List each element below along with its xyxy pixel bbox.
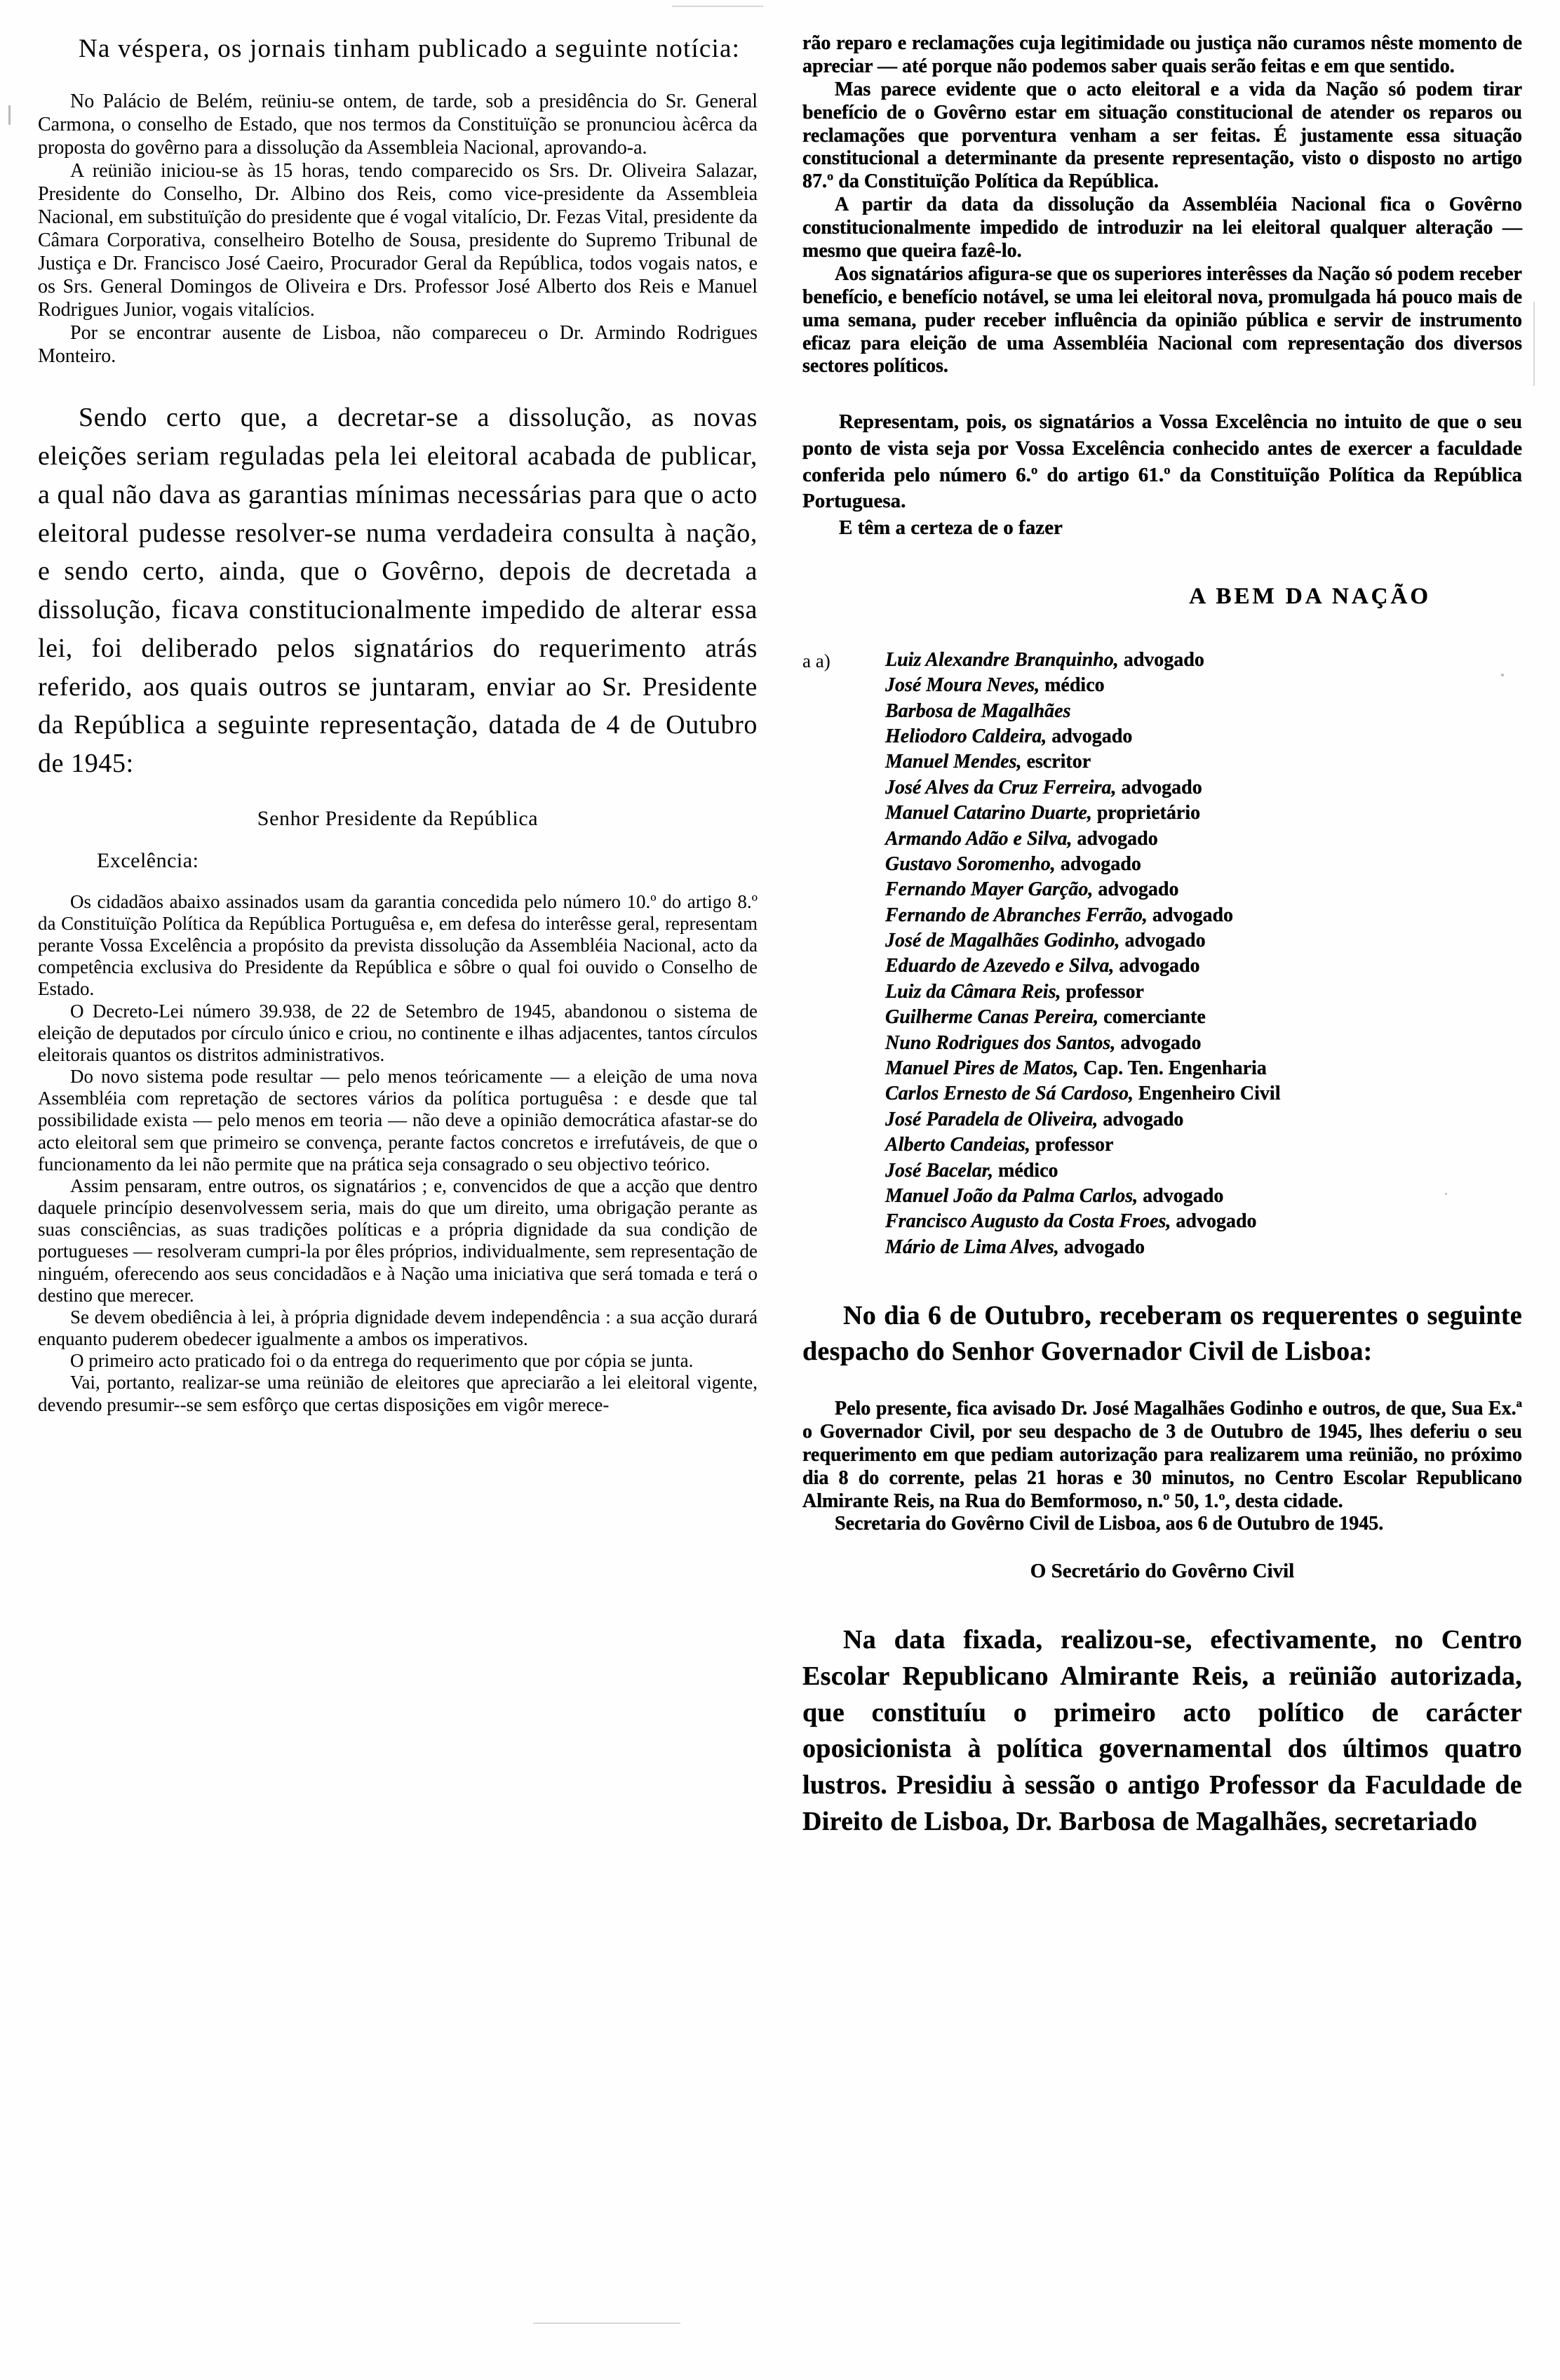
news-quote-block xyxy=(38,90,758,368)
signatory-name: José Alves da Cruz Ferreira, xyxy=(885,776,1117,798)
signatory-name: Manuel Pires de Matos, xyxy=(885,1057,1079,1080)
signatory-item xyxy=(885,1235,1522,1260)
signatory-name: Guilherme Canas Pereira, xyxy=(885,1006,1099,1029)
continuation-paragraph: Mas parece evidente que o acto eleitoral e a vida da Nação só podem tirar benefício de o Govêrno estar em situação constitucional de atender os reparos ou reclamações que porventura venham a ser feitas. É justamente essa situação constitucional a determinante da presente representação, visto o disposto no artigo 87.º da Constituïção Política da República. xyxy=(802,78,1522,193)
signatory-item xyxy=(885,699,1522,724)
right-column xyxy=(802,32,1522,1840)
dispatch-paragraph: Pelo presente, fica avisado Dr. José Magalhães Godinho e outros, de que, Sua Ex.ª o Governador Civil, por seu despacho de 3 de Outubro de 1945, lhes deferiu o seu requerimento em que pediam autorização para realizarem uma reünião, no próximo dia 8 do corrente, pelas 21 horas e 30 minutos, no Centro Escolar Republicano Almirante Reis, na Rua do Bemformoso, n.º 50, 1.º, desta cidade. xyxy=(802,1397,1522,1512)
signatory-role: médico xyxy=(998,1159,1058,1182)
left-column xyxy=(38,32,758,1840)
signatory-item xyxy=(885,980,1522,1005)
closing-request-block xyxy=(802,409,1522,541)
signatory-item xyxy=(885,852,1522,877)
addressee-heading: Senhor Presidente da República xyxy=(257,806,539,830)
scan-edge-mark xyxy=(533,2322,680,2324)
signatory-item xyxy=(885,1056,1522,1081)
spacer xyxy=(802,378,1522,409)
signatory-item xyxy=(885,877,1522,902)
signatory-role: proprietário xyxy=(1096,802,1201,824)
petition-paragraph: Do novo sistema pode resultar — pelo menos teóricamente — a eleição de uma nova Assembléia com repretação de sectores vários da política portuguêsa : e desde que tal possibilidade exista — pelo menos em teoria — não deve a opinião democrática afastar-se do acto eleitoral sem que primeiro se convença, perante factos concretos e irrefutáveis, de que o funcionamento da lei não permite que na prática seja consagrado o seu objectivo teórico. xyxy=(38,1066,758,1175)
signatory-item xyxy=(885,1209,1522,1234)
signatory-item xyxy=(885,1031,1522,1056)
signatory-name: Manuel Catarino Duarte, xyxy=(885,802,1092,824)
signatory-item xyxy=(885,1132,1522,1158)
signatory-name: José Paradela de Oliveira, xyxy=(885,1108,1098,1130)
petition-paragraph: O Decreto-Lei número 39.938, de 22 de Setembro de 1945, abandonou o sistema de eleição de deputados por círculo único e criou, no continente e ilhas adjacentes, tantos círculos eleitorais quantos os distritos administrativos. xyxy=(38,1000,758,1065)
petition-paragraph: Os cidadãos abaixo assinados usam da garantia concedida pelo número 10.º do artigo 8.º da Constituïção Política da República Portuguêsa e, em defesa do interêsse geral, representam perante Vossa Excelência a propósito da prevista dissolução da Assembléia Nacional, acto da competência exclusiva do Presidente da República e sôbre o qual foi ouvido o Conselho de Estado. xyxy=(38,890,758,1000)
signatory-item xyxy=(885,1081,1522,1107)
continuation-block xyxy=(802,32,1522,378)
signatory-role: escritor xyxy=(1026,751,1091,773)
signatory-role: advogado xyxy=(1098,878,1179,901)
signatory-item xyxy=(885,1107,1522,1132)
petition-paragraph: O primeiro acto praticado foi o da entrega do requerimento que por cópia se junta. xyxy=(70,1350,694,1372)
signatory-name: Nuno Rodrigues dos Santos, xyxy=(885,1031,1116,1054)
closing-request-paragraph: E têm a certeza de o fazer xyxy=(839,516,1063,540)
signatory-name: José Bacelar, xyxy=(885,1159,993,1182)
continuation-paragraph: Aos signatários afigura-se que os superiores interêsses da Nação só podem receber benefício, e benefício notável, se uma lei eleitoral nova, promulgada há pouco mais de uma semana, puder receber influência da opinião pública e servir de instrumento eficaz para eleição de uma Assembléia Nacional com representação dos diversos sectores políticos. xyxy=(802,262,1522,377)
signatory-name: Fernando de Abranches Ferrão, xyxy=(885,904,1148,926)
signatory-role: professor xyxy=(1035,1134,1114,1156)
dispatch-block xyxy=(802,1398,1522,1536)
signatory-role: advogado xyxy=(1119,955,1200,977)
signatory-item xyxy=(885,749,1522,775)
dispatch-signature: O Secretário do Govêrno Civil xyxy=(1030,1560,1295,1583)
petition-paragraph: Vai, portanto, realizar-se uma reünião de eleitores que apreciarão a lei eleitoral vigente, devendo presumir--se sem esfôrço que certas disposições em vigôr merece- xyxy=(38,1372,758,1415)
signatory-role: advogado xyxy=(1124,930,1206,952)
motto-heading: A BEM DA NAÇÃO xyxy=(1189,583,1431,609)
signatory-name: Barbosa de Magalhães xyxy=(885,700,1071,722)
lead-paragraph: Na véspera, os jornais tinham publicado a seguinte notícia: xyxy=(79,34,741,63)
signatory-role: advogado xyxy=(1121,776,1202,798)
news-quote-paragraph: A reünião iniciou-se às 15 horas, tendo comparecido os Srs. Dr. Oliveira Salazar, Presidente do Conselho, Dr. Albino dos Reis, como vice-presidente da Assembleia Nacional, em substituïção do presidente que é vogal vitalício, Dr. Fezas Vital, presidente da Câmara Corporativa, conselheiro Botelho de Sousa, presidente do Supremo Tribunal de Justiça e Dr. Francisco José Caeiro, Procurador Geral da República, todos vogais natos, e os Srs. General Domingos de Oliveira e Drs. Professor José Alberto dos Reis e Manuel Rodrigues Junior, vogais vitalícios. xyxy=(38,160,758,321)
signatory-name: Eduardo de Azevedo e Silva, xyxy=(885,955,1115,977)
signatory-item xyxy=(885,954,1522,979)
signatory-item xyxy=(885,673,1522,698)
signatory-role: advogado xyxy=(1103,1108,1184,1130)
signatory-item xyxy=(885,1005,1522,1030)
signatory-name: Mário de Lima Alves, xyxy=(885,1236,1059,1258)
signatory-role: advogado xyxy=(1143,1185,1224,1207)
signatory-role: médico xyxy=(1044,674,1105,697)
signatory-name: Manuel Mendes, xyxy=(885,751,1022,773)
final-paragraph: Na data fixada, realizou-se, efectivamente, no Centro Escolar Republicano Almirante Reis, a reünião autorizada, que constituíu o primeiro acto político de carácter oposicionista à política governamental dos últimos quatro lustros. Presidiu à sessão o antigo Professor da Faculdade de Direito de Lisboa, Dr. Barbosa de Magalhães, secretariado xyxy=(802,1625,1522,1836)
salutation: Excelência: xyxy=(97,848,199,872)
signatory-item xyxy=(885,903,1522,928)
signatory-role: advogado xyxy=(1077,827,1158,850)
signatory-role: advogado xyxy=(1060,853,1141,875)
scan-edge-mark xyxy=(1533,302,1535,386)
signatory-rows xyxy=(885,648,1522,1260)
petition-paragraph: Assim pensaram, entre outros, os signatários ; e, convencidos de que a acção que dentro daquele princípio desenvolvessem seria, mais do que um direito, uma obrigação perante as suas consciências, as suas tradições políticas e a própria dignidade da sua condição de portugueses — resolveram cumpri-la por êles próprios, individualmente, sem representação de ninguém, oferecendo aos seus concidadãos e à Nação uma iniciativa que será tomada e terá o destino que merecer. xyxy=(38,1175,758,1306)
signatory-item xyxy=(885,928,1522,954)
signatory-name: Alberto Candeias, xyxy=(885,1134,1030,1156)
signatory-name: Francisco Augusto da Costa Froes, xyxy=(885,1210,1171,1233)
signatory-name: José de Magalhães Godinho, xyxy=(885,930,1120,952)
main-paragraph: Sendo certo que, a decretar-se a dissolução, as novas eleições seriam reguladas pela lei eleitoral acabada de publicar, a qual não dava as garantias mínimas necessárias para que o acto eleitoral pudesse resolver-se numa verdadeira consulta à nação, e sendo certo, ainda, que o Govêrno, depois de decretada a dissolução, ficava constitucionalmente impedido de alterar essa lei, foi deliberado pelos signatários do requerimento atrás referido, aos quais outros se juntaram, enviar ao Sr. Presidente da República a seguinte representação, datada de 4 de Outubro de 1945: xyxy=(38,403,758,778)
closing-request-paragraph: Representam, pois, os signatários a Vossa Excelência no intuito de que o seu ponto de vista seja por Vossa Excelência conhecido antes de exercer a faculdade conferida pelo número 6.º do artigo 61.º da Constituïção Política da República Portuguesa. xyxy=(802,410,1522,513)
signatory-item xyxy=(885,1158,1522,1184)
signatory-name: Gustavo Soromenho, xyxy=(885,853,1056,875)
signatory-name: Heliodoro Caldeira, xyxy=(885,725,1047,747)
signatory-list xyxy=(802,648,1522,1260)
signatory-item xyxy=(885,827,1522,852)
signatory-role: advogado xyxy=(1123,648,1204,671)
scan-edge-mark xyxy=(672,6,763,7)
signatory-role: Engenheiro Civil xyxy=(1138,1083,1281,1105)
signatory-role: professor xyxy=(1065,980,1144,1003)
news-quote-paragraph: Por se encontrar ausente de Lisboa, não compareceu o Dr. Armindo Rodrigues Monteiro. xyxy=(38,322,758,368)
signatory-item xyxy=(885,1184,1522,1209)
dispatch-paragraph: Secretaria do Govêrno Civil de Lisboa, aos 6 de Outubro de 1945. xyxy=(835,1513,1384,1535)
signatory-role: comerciante xyxy=(1103,1006,1206,1029)
two-column-body xyxy=(38,32,1522,1840)
signatory-role: advogado xyxy=(1176,1210,1257,1233)
continuation-paragraph: A partir da data da dissolução da Assembléia Nacional fica o Govêrno constitucionalmente impedido de introduzir na lei eleitoral qualquer alteração — mesmo que queira fazê-lo. xyxy=(802,194,1522,262)
petition-body xyxy=(38,891,758,1416)
signatory-role: advogado xyxy=(1063,1236,1145,1258)
signatory-name: José Moura Neves, xyxy=(885,674,1040,697)
signatory-item xyxy=(885,648,1522,673)
signatory-item xyxy=(885,724,1522,749)
signatory-item xyxy=(885,801,1522,826)
signatory-name: Luiz Alexandre Branquinho, xyxy=(885,648,1119,671)
signatory-role: Cap. Ten. Engenharia xyxy=(1083,1057,1267,1080)
signatory-name: Armando Adão e Silva, xyxy=(885,827,1072,850)
signatory-name: Fernando Mayer Garção, xyxy=(885,878,1094,901)
transition-paragraph: No dia 6 de Outubro, receberam os requerentes o seguinte despacho do Senhor Governador Civil de Lisboa: xyxy=(802,1301,1522,1367)
continuation-paragraph: rão reparo e reclamações cuja legitimidade ou justiça não curamos nêste momento de apreciar — até porque não podemos saber quais serão feitas e em que sentido. xyxy=(802,32,1522,77)
scan-speck xyxy=(8,105,11,125)
signatory-name: Carlos Ernesto de Sá Cardoso, xyxy=(885,1083,1134,1105)
news-quote-paragraph: No Palácio de Belém, reüniu-se ontem, de tarde, sob a presidência do Sr. General Carmona, o conselho de Estado, que nos termos da Constituïção se pronunciou àcêrca da proposta do govêrno para a dissolução da Assembleia Nacional, aprovando-a. xyxy=(38,91,758,159)
signature-marker: a a) xyxy=(802,650,831,671)
petition-paragraph: Se devem obediência à lei, à própria dignidade devem independência : a sua acção durará enquanto puderem obedecer igualmente a ambos os imperativos. xyxy=(38,1306,758,1350)
signatory-role: advogado xyxy=(1051,725,1133,747)
signatory-name: Luiz da Câmara Reis, xyxy=(885,980,1061,1003)
signatory-role: advogado xyxy=(1120,1031,1202,1054)
signatory-item xyxy=(885,775,1522,801)
signatory-name: Manuel João da Palma Carlos, xyxy=(885,1185,1138,1207)
signatory-role: advogado xyxy=(1152,904,1234,926)
